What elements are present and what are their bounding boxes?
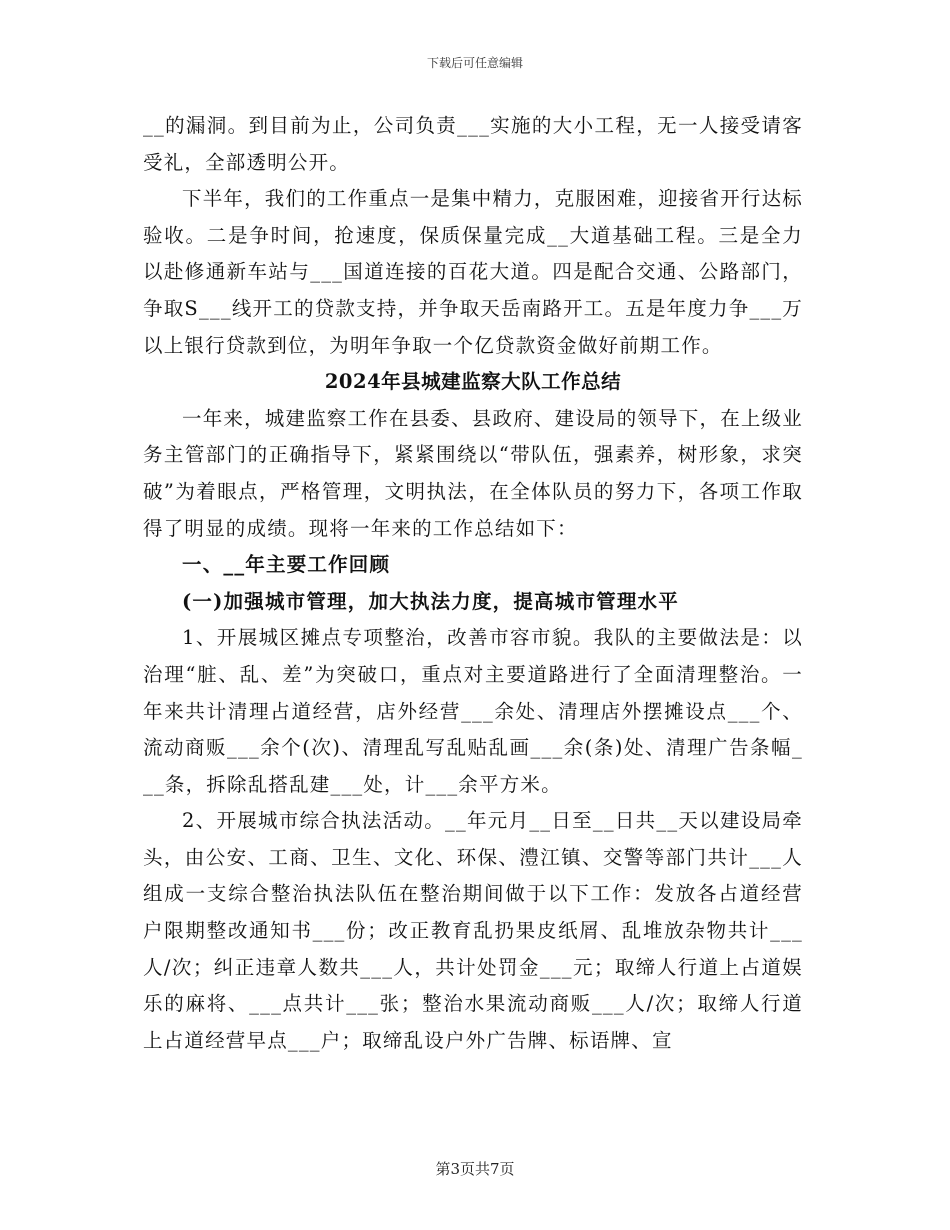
- document-title: 2024年县城建监察大队工作总结: [324, 370, 622, 394]
- paragraph-second-half-plan: 下半年，我们的工作重点一是集中精力，克服困难，迎接省开行达标验收。二是争时间，抢速度，保质保量完成__大道基础工程。三是全力以赴修通新车站与___国道连接的百花大道。四是配合交通、公路部门，争取S___线开工的贷款支持，并争取天岳南路开工。五是年度力争___万以上银行贷款到位，为明年争取一个亿贷款资金做好前期工作。: [143, 187, 804, 357]
- page-number: 第3页共7页: [435, 1160, 515, 1178]
- paragraph-continuation: __的漏洞。到目前为止，公司负责___实施的大小工程，无一人接受请客受礼，全部透明公开。: [143, 114, 803, 174]
- subsection-heading-management: (一)加强城市管理，加大执法力度，提高城市管理水平: [182, 589, 679, 613]
- document-body: [143, 108, 803, 1059]
- page-header-note: 下载后可任意编辑: [426, 56, 523, 70]
- section-heading-review: 一、__年主要工作回顾: [182, 553, 391, 577]
- paragraph-introduction: 一年来，城建监察工作在县委、县政府、建设局的领导下，在上级业务主管部门的正确指导下，紧紧围绕以“带队伍，强素养，树形象，求突破”为着眼点，严格管理，文明执法，在全体队员的努力下，各项工作取得了明显的成绩。现将一年来的工作总结如下：: [143, 406, 804, 540]
- paragraph-comprehensive-enforcement: 2、开展城市综合执法活动。__年元月__日至__日共__天以建设局牵头，由公安、工商、卫生、文化、环保、澧江镇、交警等部门共计___人组成一支综合整治执法队伍在整治期间做于以下工作：发放各占道经营户限期整改通知书___份；改正教育乱扔果皮纸屑、乱堆放杂物共计___人/次；纠正违章人数共___人，共计处罚金___元；取缔人行道上占道娱乐的麻将、___点共计___张；整治水果流动商贩___人/次；取缔人行道上占道经营早点___户；取缔乱设户外广告牌、标语牌、宣: [143, 809, 803, 1052]
- paragraph-stall-rectification: 1、开展城区摊点专项整治，改善市容市貌。我队的主要做法是：以治理“脏、乱、差”为突破口，重点对主要道路进行了全面清理整治。一年来共计清理占道经营，店外经营___余处、清理店外摆摊设点___个、流动商贩___余个(次)、清理乱写乱贴乱画___余(条)处、清理广告条幅___条，拆除乱搭乱建___处，计___余平方米。: [143, 626, 803, 796]
